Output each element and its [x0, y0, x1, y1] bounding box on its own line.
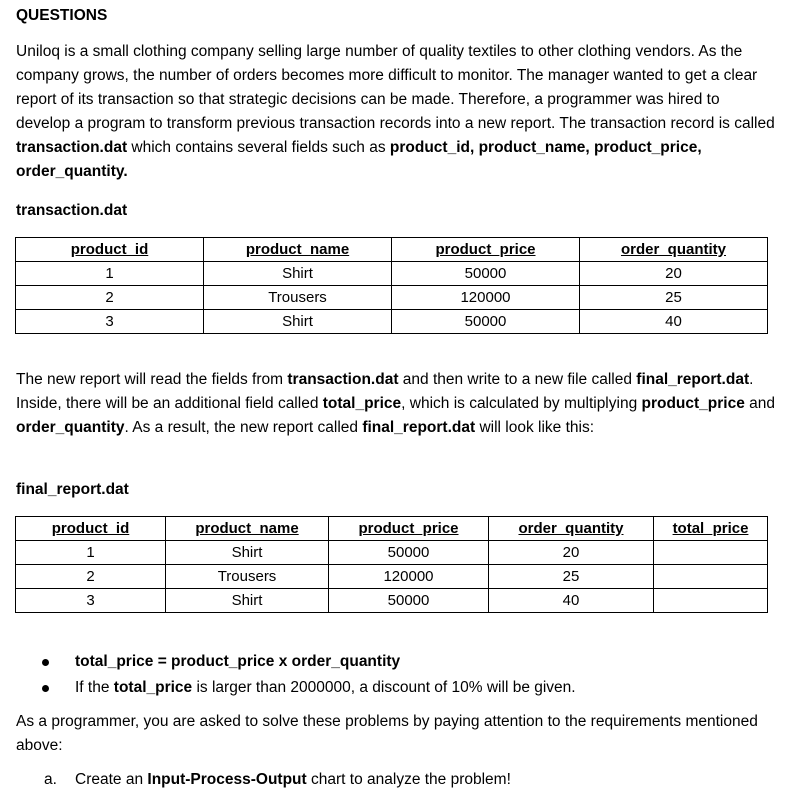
column-header: product_name — [204, 238, 392, 262]
task-a — [44, 771, 511, 789]
table-cell: 120000 — [329, 565, 489, 589]
report-bold: total_price — [322, 395, 402, 412]
table-row — [16, 286, 768, 310]
column-header: total_price — [654, 517, 768, 541]
discount-text: If the — [75, 679, 114, 696]
table-cell: 1 — [16, 262, 204, 286]
page-heading: QUESTIONS — [16, 7, 108, 24]
report-text: , which is calculated by multiplying — [401, 395, 642, 412]
intro-file-name: transaction.dat — [16, 139, 128, 156]
table-cell: 20 — [580, 262, 768, 286]
intro-paragraph — [16, 40, 776, 184]
table-cell: 2 — [16, 565, 166, 589]
transaction-table — [15, 237, 768, 334]
table-cell: Trousers — [166, 565, 329, 589]
table-cell: 25 — [489, 565, 654, 589]
table-row — [16, 589, 768, 613]
report-bold: final_report.dat — [362, 419, 476, 436]
table-cell: 25 — [580, 286, 768, 310]
report-text: and — [744, 395, 776, 412]
report-bold: final_report.dat — [636, 371, 750, 388]
table-cell: 40 — [489, 589, 654, 613]
table-cell: 120000 — [392, 286, 580, 310]
table-cell: Shirt — [166, 541, 329, 565]
task-letter: a. — [44, 771, 57, 788]
bullet-icon — [42, 685, 49, 692]
table-cell: 50000 — [392, 310, 580, 334]
column-header: product_price — [329, 517, 489, 541]
report-text: . As a result, the new report called — [124, 419, 363, 436]
table-header-row — [16, 517, 768, 541]
table-cell: 1 — [16, 541, 166, 565]
closing-paragraph: As a programmer, you are asked to solve these problems by paying attention to the requirements mentioned above: — [16, 713, 758, 754]
bullet-icon — [42, 659, 49, 666]
intro-field-list: product_id, product_name, product_price, order_quantity. — [16, 139, 702, 180]
table-header-row — [16, 238, 768, 262]
task-bold: Input-Process-Output — [147, 771, 307, 788]
column-header: product_name — [166, 517, 329, 541]
column-header: order_quantity — [580, 238, 768, 262]
table-cell: Shirt — [204, 262, 392, 286]
report-text: . Inside, there will be an additional field called — [16, 371, 754, 412]
formula-text: total_price = product_price x order_quantity — [75, 653, 401, 670]
report-text: and then write to a new file called — [398, 371, 637, 388]
table-cell: 50000 — [329, 589, 489, 613]
table-cell — [654, 565, 768, 589]
requirements-list — [42, 649, 576, 701]
column-header: product_id — [16, 238, 204, 262]
table-cell: 3 — [16, 310, 204, 334]
transaction-table-label: transaction.dat — [16, 202, 128, 219]
table-cell: 50000 — [392, 262, 580, 286]
table-cell — [654, 589, 768, 613]
table-cell: 3 — [16, 589, 166, 613]
report-bold: transaction.dat — [287, 371, 399, 388]
table-cell — [654, 541, 768, 565]
table-row — [16, 310, 768, 334]
final-report-table — [15, 516, 768, 613]
final-report-table-label: final_report.dat — [16, 481, 129, 498]
report-paragraph — [16, 368, 776, 440]
table-cell: 20 — [489, 541, 654, 565]
column-header: order_quantity — [489, 517, 654, 541]
task-text: chart to analyze the problem! — [306, 771, 511, 788]
intro-text-2: which contains several fields such as — [127, 139, 390, 156]
table-row — [16, 262, 768, 286]
task-text: Create an — [75, 771, 148, 788]
report-bold: product_price — [641, 395, 745, 412]
list-item — [42, 675, 576, 701]
report-bold: order_quantity — [16, 419, 125, 436]
intro-text-1: Uniloq is a small clothing company selling large number of quality textiles to other clothing vendors. As the company grows, the number of orders becomes more difficult to monitor. The manager wanted to get a clear report of its transaction so that strategic decisions can be made. Therefore, a programmer was hired to develop a program to transform previous transaction records into a new report. The transaction record is called — [16, 43, 775, 132]
discount-bold: total_price — [113, 679, 193, 696]
table-cell: 50000 — [329, 541, 489, 565]
table-cell: Shirt — [204, 310, 392, 334]
column-header: product_price — [392, 238, 580, 262]
table-cell: Shirt — [166, 589, 329, 613]
column-header: product_id — [16, 517, 166, 541]
list-item — [42, 649, 576, 675]
discount-text: is larger than 2000000, a discount of 10% will be given. — [192, 679, 576, 696]
table-row — [16, 541, 768, 565]
table-cell: 2 — [16, 286, 204, 310]
table-cell: 40 — [580, 310, 768, 334]
table-row — [16, 565, 768, 589]
report-text: The new report will read the fields from — [16, 371, 288, 388]
report-text: will look like this: — [475, 419, 595, 436]
table-cell: Trousers — [204, 286, 392, 310]
